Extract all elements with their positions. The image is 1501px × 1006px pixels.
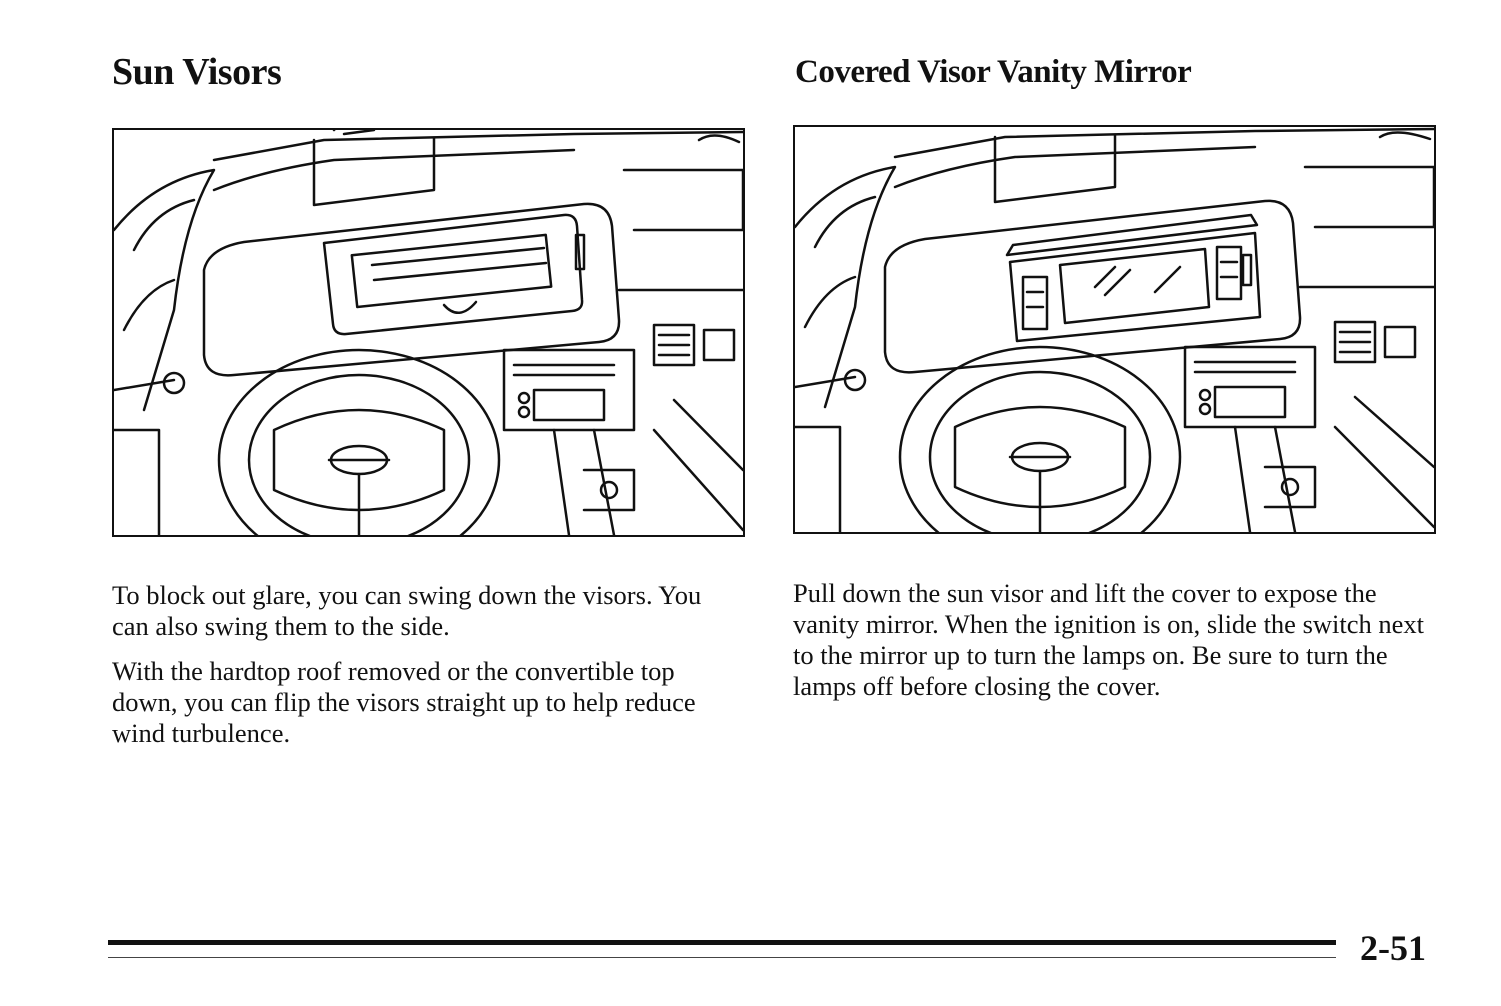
footer-rule-thin — [108, 957, 1336, 958]
sun-visor-paragraph-2: With the hardtop roof removed or the convertible top down, you can flip the visors straight up to help reduce wind turbulence. — [112, 656, 696, 748]
section-title-sun-visors: Sun Visors — [112, 51, 282, 93]
page-number: 2-51 — [1360, 928, 1426, 968]
vanity-mirror-illustration — [793, 125, 1436, 534]
section-title-vanity-mirror: Covered Visor Vanity Mirror — [795, 54, 1192, 90]
footer-rule-thick — [108, 940, 1336, 945]
sun-visor-illustration — [112, 128, 745, 537]
vanity-mirror-paragraph: Pull down the sun visor and lift the cover to expose the vanity mirror. When the ignition is on, slide the switch next to the mirror up to turn the lamps on. Be sure to turn the lamps off before closing the cover. — [793, 578, 1425, 701]
sun-visor-paragraph-1: To block out glare, you can swing down the visors. You can also swing them to the side. — [112, 580, 702, 641]
